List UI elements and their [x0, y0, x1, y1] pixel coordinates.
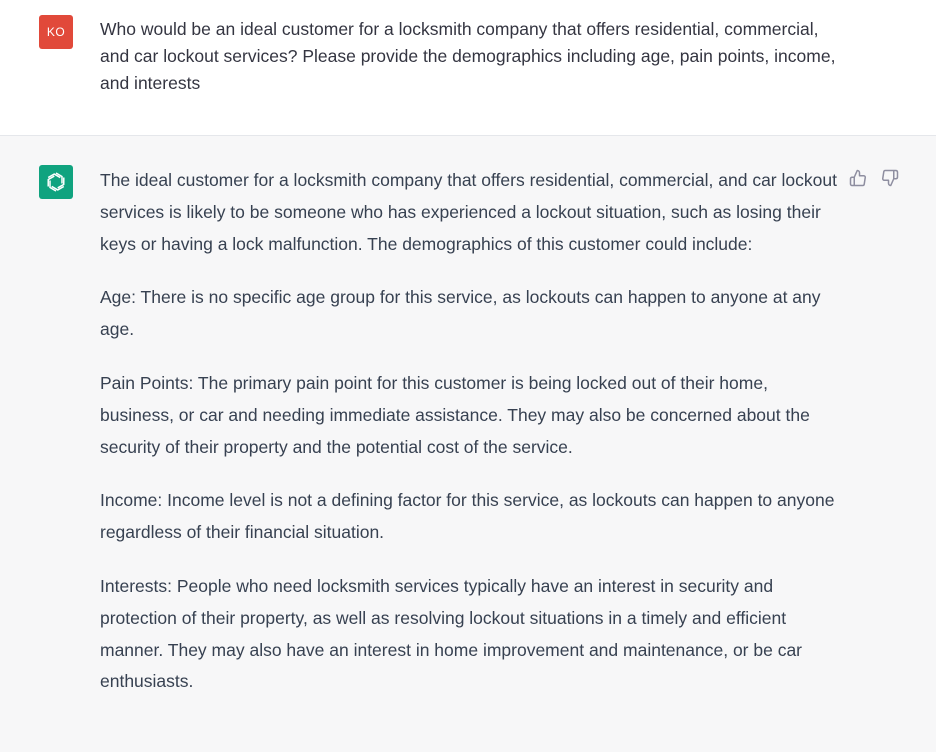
thumbs-up-icon: [849, 169, 867, 187]
openai-logo-icon: [44, 170, 68, 194]
assistant-message-body: [100, 165, 840, 720]
thumbs-up-button[interactable]: [848, 168, 868, 188]
assistant-paragraph: Interests: People who need locksmith services typically have an interest in security and protection of their property, as well as resolving lockout situations in a timely and efficient manner. They may also have an interest in home improvement and maintenance, or be car enthusiasts.: [100, 575, 802, 692]
assistant-avatar: [39, 165, 73, 199]
assistant-paragraph: Pain Points: The primary pain point for this customer is being locked out of their home, business, or car and needing immediate assistance. They may also be concerned about the security of their property and the potential cost of the service.: [100, 372, 810, 457]
assistant-paragraph: The ideal customer for a locksmith company that offers residential, commercial, and car lockout services is likely to be someone who has experienced a lockout situation, such as losing their keys or having a lock malfunction. The demographics of this customer could include:: [100, 170, 837, 254]
user-message: [0, 0, 936, 136]
feedback-buttons: [848, 168, 900, 188]
user-avatar: [39, 15, 73, 49]
assistant-message: [0, 136, 936, 752]
assistant-paragraph: Age: There is no specific age group for this service, as lockouts can happen to anyone at any age.: [100, 287, 821, 340]
thumbs-down-icon: [881, 169, 899, 187]
assistant-paragraph: Income: Income level is not a defining factor for this service, as lockouts can happen to anyone regardless of their financial situation.: [100, 490, 835, 543]
thumbs-down-button[interactable]: [880, 168, 900, 188]
user-message-text: Who would be an ideal customer for a locksmith company that offers residential, commercial, and car lockout services? Please provide the demographics including age, pain points, income, and interests: [100, 19, 836, 93]
user-avatar-initials: KO: [46, 25, 66, 39]
